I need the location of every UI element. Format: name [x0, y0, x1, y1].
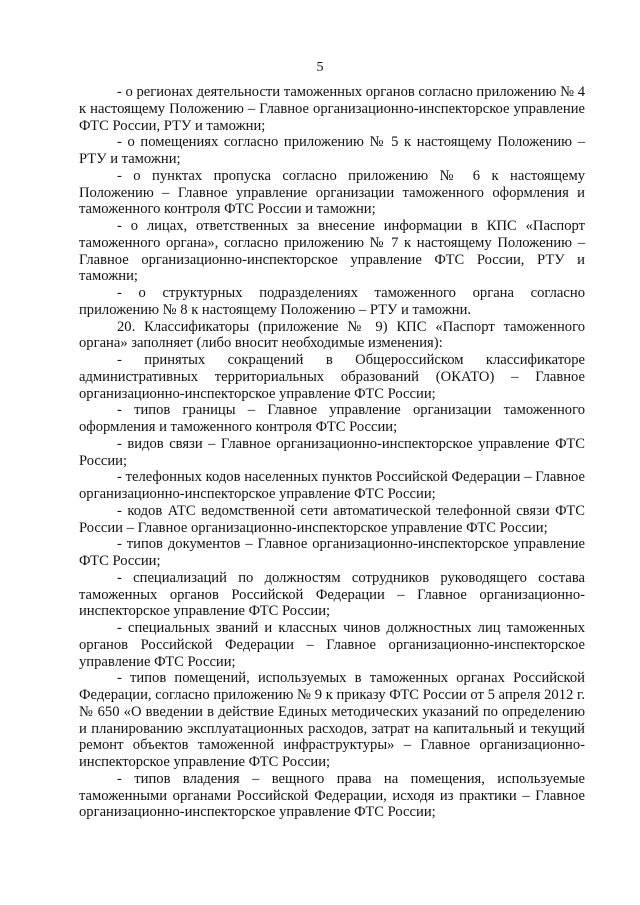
- paragraph-communication-types: - видов связи – Главное организационно-инспекторское управление ФТС России;: [79, 435, 585, 469]
- paragraph-ranks: - специальных званий и классных чинов должностных лиц таможенных органов Российской Федерации – Главное организационно-инспекторское управление ФТС России;: [79, 620, 585, 670]
- paragraph-specializations: - специализаций по должностям сотрудников руководящего состава таможенных органов Российской Федерации – Главное организационно-инспекторское управление ФТС России;: [79, 569, 585, 620]
- paragraph-premises: - о помещениях согласно приложению № 5 к настоящему Положению – РТУ и таможни;: [79, 134, 585, 167]
- paragraph-okato-abbreviations: - принятых сокращений в Общероссийском классификаторе административных территориальных образований (ОКАТО) – Главное организационно-инспекторское управление ФТС России;: [79, 352, 585, 402]
- paragraph-document-types: - типов документов – Главное организационно-инспекторское управление ФТС России;: [79, 536, 585, 569]
- paragraph-premises-types: - типов помещений, используемых в таможенных органах Российской Федерации, согласно приложению № 9 к приказу ФТС России от 5 апреля 2012 г. № 650 «О введении в действие Единых методических указаний по определению и планированию эксплуатационных расходов, затрат на капитальный и текущий ремонт объектов таможенной инфраструктуры» – Главное организационно-инспекторское управление ФТС России;: [79, 670, 585, 770]
- paragraph-checkpoints: - о пунктах пропуска согласно приложению № 6 к настоящему Положению – Главное управление организации таможенного оформления и таможенного контроля ФТС России и таможни;: [79, 167, 585, 218]
- paragraph-pbx-codes: - кодов АТС ведомственной сети автоматической телефонной связи ФТС России – Главное организационно-инспекторское управление ФТС России;: [79, 502, 585, 536]
- document-body: [79, 84, 585, 821]
- paragraph-classifiers-heading: 20. Классификаторы (приложение № 9) КПС «Паспорт таможенного органа» заполняет (либо вносит необходимые изменения):: [79, 318, 585, 352]
- page-number: 5: [316, 60, 324, 75]
- paragraph-border-types: - типов границы – Главное управление организации таможенного оформления и таможенного контроля ФТС России;: [79, 402, 585, 435]
- paragraph-ownership-types: - типов владения – вещного права на помещения, используемые таможенными органами Российской Федерации, исходя из практики – Главное организационно-инспекторское управление ФТС России;: [79, 770, 585, 821]
- paragraph-responsible-persons: - о лицах, ответственных за внесение информации в КПС «Паспорт таможенного органа», согласно приложению № 7 к настоящему Положению – Главное организационно-инспекторское управление ФТС России, РТУ и таможни;: [79, 218, 585, 285]
- paragraph-regions: - о регионах деятельности таможенных органов согласно приложению № 4 к настоящему Положению – Главное организационно-инспекторское управление ФТС России, РТУ и таможни;: [79, 84, 585, 134]
- paragraph-phone-codes: - телефонных кодов населенных пунктов Российской Федерации – Главное организационно-инспекторское управление ФТС России;: [79, 469, 585, 502]
- paragraph-structural-units: - о структурных подразделениях таможенного органа согласно приложению № 8 к настоящему Положению – РТУ и таможни.: [79, 285, 585, 318]
